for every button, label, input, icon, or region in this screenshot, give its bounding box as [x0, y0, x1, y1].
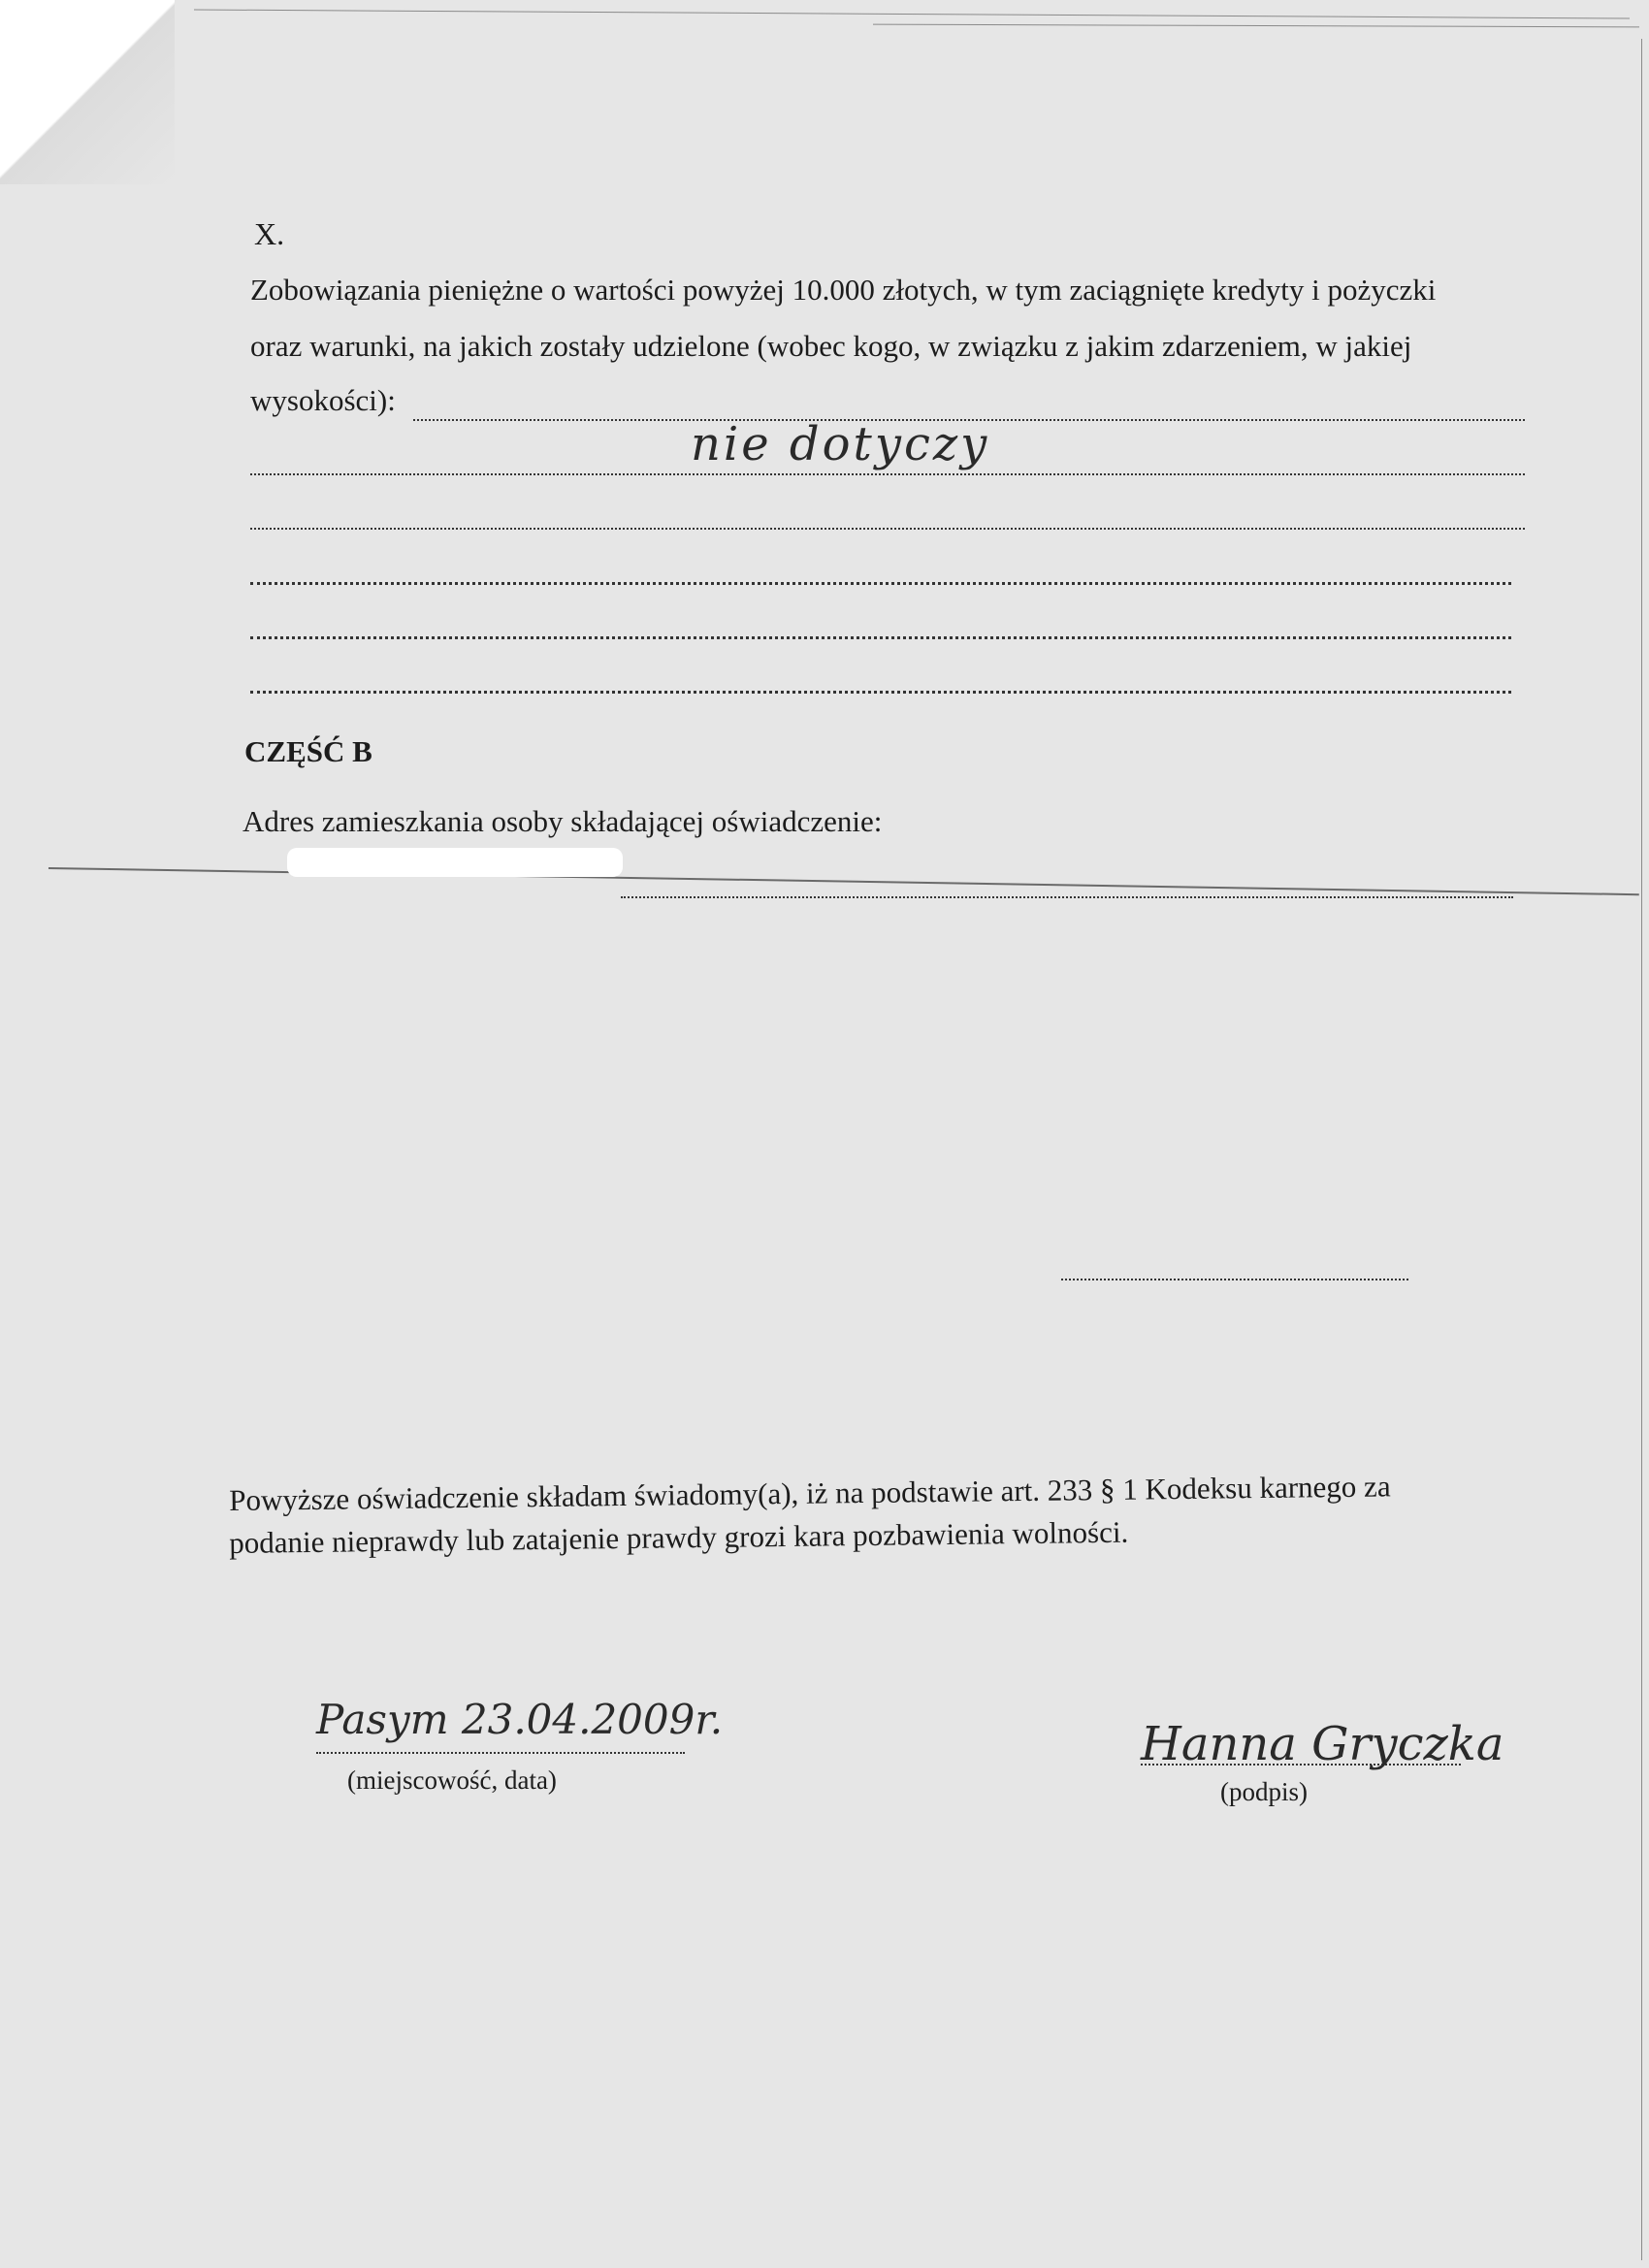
address-dotted-line	[621, 896, 1513, 898]
folded-corner	[0, 0, 175, 184]
section-x-text-line3: wysokości):	[250, 383, 396, 417]
right-edge-line	[1641, 39, 1642, 2260]
dotted-line-2	[250, 473, 1525, 475]
address-label: Adres zamieszkania osoby składającej oświadczenie:	[242, 804, 883, 838]
handwritten-answer: nie dotyczy	[691, 417, 990, 471]
declaration-line1: Powyższe oświadczenie składam świadomy(a), iż na podstawie art. 233 § 1 Kodeksu karnego za	[229, 1469, 1391, 1517]
middle-dotted-line	[1061, 1279, 1408, 1280]
section-x-text-line1: Zobowiązania pieniężne o wartości powyżej 10.000 złotych, w tym zaciągnięte kredyty i pożyczki	[250, 273, 1437, 307]
top-edge-line-2	[873, 24, 1639, 28]
place-date-dotted-line	[316, 1752, 685, 1754]
top-edge-line	[194, 9, 1630, 18]
signature-caption: (podpis)	[1220, 1777, 1308, 1806]
dotted-line-3	[250, 528, 1525, 530]
redacted-address	[287, 848, 623, 877]
declaration-line2: podanie nieprawdy lub zatajenie prawdy grozi kara pozbawienia wolności.	[229, 1514, 1129, 1560]
part-b-heading: CZĘŚĆ B	[244, 734, 372, 768]
place-date-caption: (miejscowość, data)	[347, 1766, 557, 1795]
dotted-line-4	[250, 582, 1511, 585]
handwritten-signature: Hanna Gryczka	[1141, 1717, 1504, 1771]
page-overlap-line	[48, 867, 1639, 895]
handwritten-place-date: Pasym 23.04.2009r.	[316, 1696, 724, 1743]
dotted-line-5	[250, 636, 1511, 639]
dotted-line-6	[250, 691, 1511, 694]
section-x-label: X.	[254, 216, 285, 251]
section-x-text-line2: oraz warunki, na jakich zostały udzielone (wobec kogo, w związku z jakim zdarzeniem, w jakiej	[250, 329, 1412, 363]
